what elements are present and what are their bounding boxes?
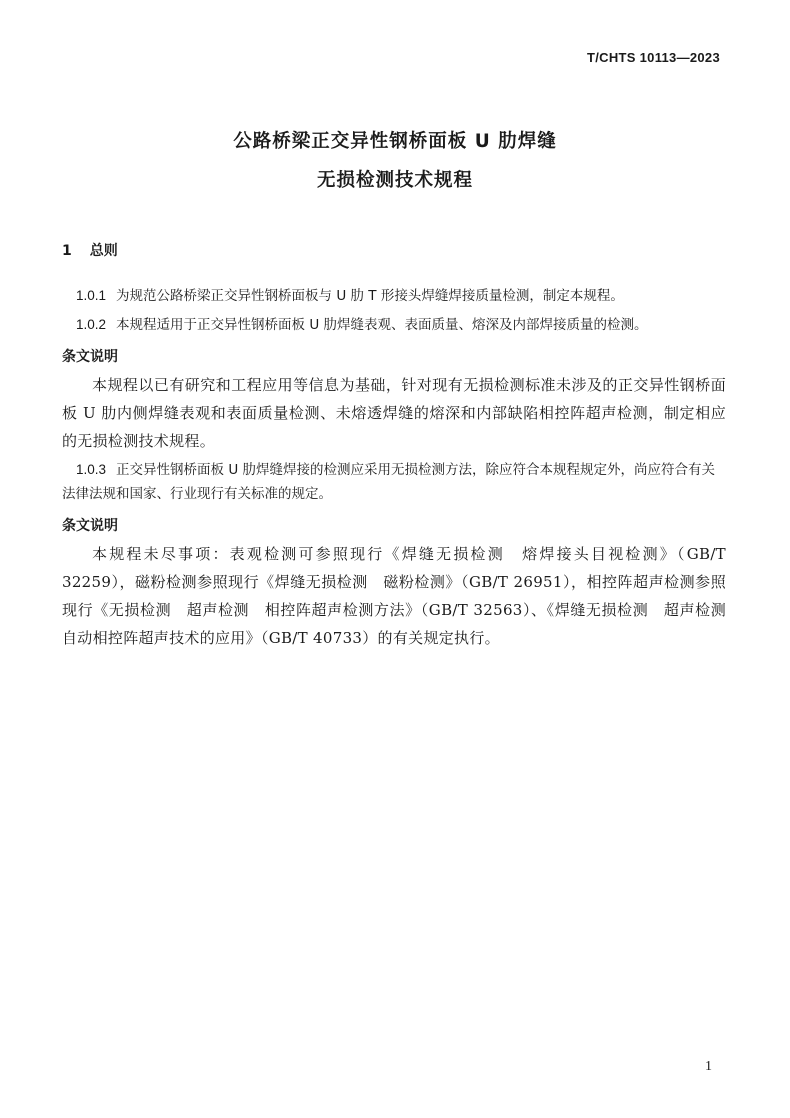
section-heading [62, 240, 118, 260]
clause-text: 为规范公路桥梁正交异性钢桥面板与 U 肋 T 形接头焊缝焊接质量检测，制定本规程。 [116, 288, 624, 304]
clause-number: 1.0.3 [76, 462, 107, 477]
page-number: 1 [705, 1059, 712, 1074]
clause-number: 1.0.2 [76, 317, 107, 332]
clause-1-0-2 [62, 313, 722, 337]
note-body: 本规程未尽事项：表观检测可参照现行《焊缝无损检测 熔焊接头目视检测》（GB/T 32259），磁粉检测参照现行《焊缝无损检测 磁粉检测》（GB/T 26951），相控阵超声检测参照现行《无损检测 超声检测 相控阵超声检测方法》（GB/T 32563）、《焊缝无损检测 超声检测 自动相控阵超声技术的应用》（GB/T 40733）的有关规定执行。 [62, 545, 742, 647]
clause-number: 1.0.1 [76, 288, 107, 303]
note-label: 条文说明 [62, 349, 118, 365]
standard-code: T/CHTS 10113—2023 [586, 50, 720, 65]
section-number: 1 [62, 243, 72, 259]
note-label: 条文说明 [62, 518, 118, 534]
clause-1-0-3 [62, 458, 722, 506]
clause-text: 本规程适用于正交异性钢桥面板 U 肋焊缝表观、表面质量、熔深及内部焊接质量的检测。 [116, 317, 648, 333]
note-body: 本规程以已有研究和工程应用等信息为基础，针对现有无损检测标准未涉及的正交异性钢桥面板 U 肋内侧焊缝表观和表面质量检测、未熔透焊缝的熔深和内部缺陷相控阵超声检测，制定相应的无损检测技术规程。 [62, 376, 726, 450]
clause-text: 正交异性钢桥面板 U 肋焊缝焊接的检测应采用无损检测方法，除应符合本规程规定外，尚应符合有关法律法规和国家、行业现行有关标准的规定。 [62, 462, 715, 502]
clause-1-0-1 [62, 284, 722, 308]
section-title: 总则 [89, 243, 118, 259]
document-title-line-1: 公路桥梁正交异性钢桥面板 U 肋焊缝 [233, 131, 557, 152]
document-title-line-2: 无损检测技术规程 [316, 170, 473, 191]
